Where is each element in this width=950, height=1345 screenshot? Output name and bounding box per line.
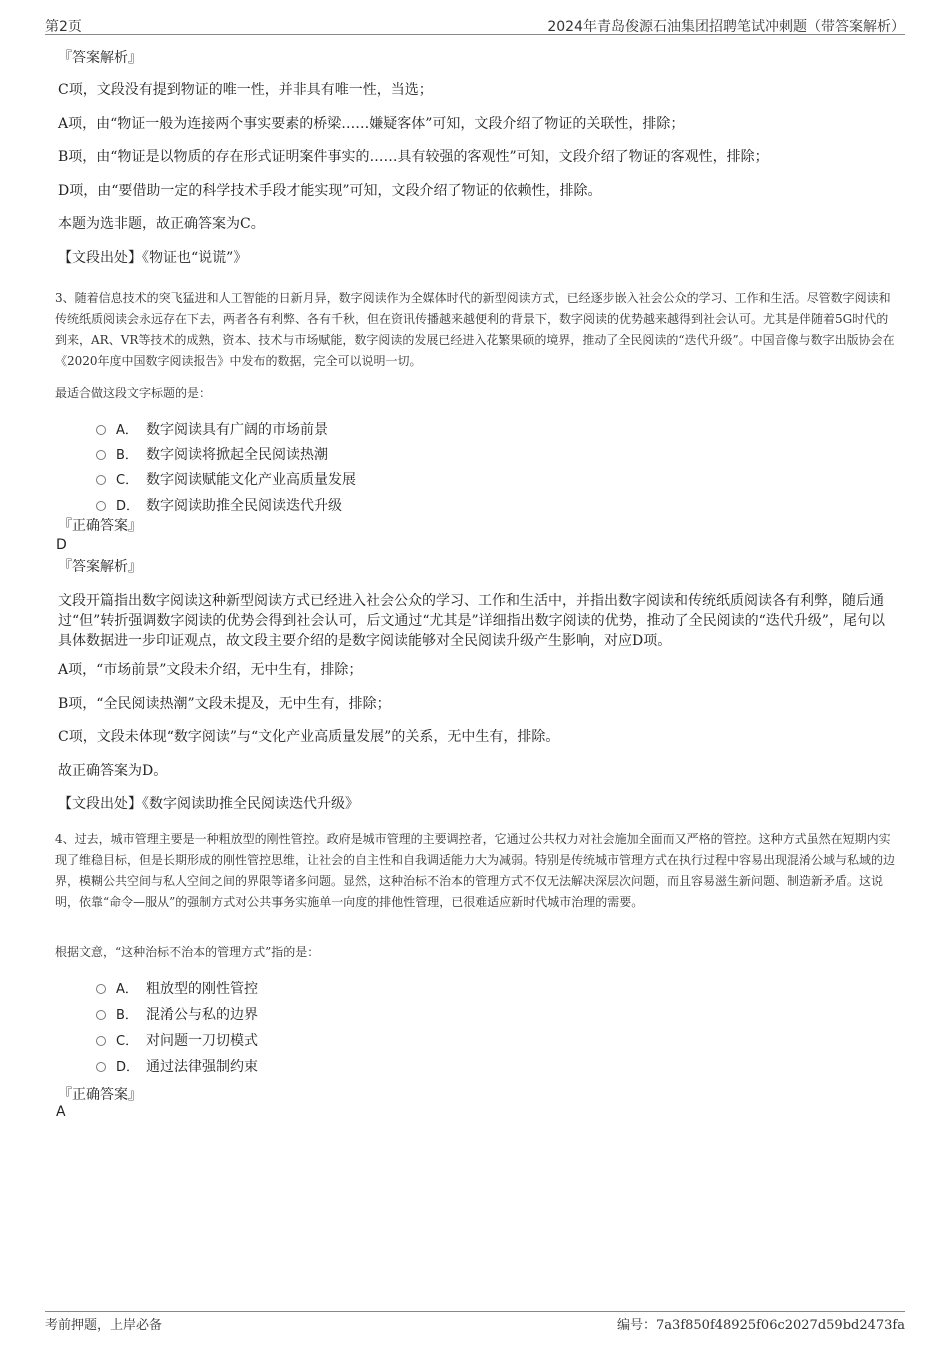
option-letter: A．	[116, 982, 138, 997]
option-letter: C．	[116, 1034, 139, 1049]
q3-analysis-line: B项，“全民阅读热潮”文段未提及，无中生有，排除；	[58, 696, 391, 712]
q4-answer: A	[56, 1104, 66, 1120]
q3-option-d[interactable]	[96, 495, 342, 517]
q3-passage: 3、随着信息技术的突飞猛进和人工智能的日新月异，数字阅读作为全媒体时代的新型阅读方式，已经逐步嵌入社会公众的学习、工作和生活。尽管数字阅读和传统纸质阅读会永远存在下去，两者各有利弊、各有千秋，但在资讯传播越来越便利的背景下，数字阅读的优势越来越得到社会认可。尤其是伴随着5G时代的到来，AR、VR等技术的成熟，资本、技术与市场赋能，数字阅读的发展已经进入花繁果硕的境界，推动了全民阅读的“迭代升级”。中国音像与数字出版协会在《2020年度中国数字阅读报告》中发布的数据，完全可以说明一切。	[55, 291, 895, 368]
option-text: 对问题一刀切模式	[146, 1033, 258, 1049]
q2-analysis-line: A项，由“物证一般为连接两个事实要素的桥梁……嫌疑客体”可知，文段介绍了物证的关联性，排除；	[58, 116, 685, 132]
footer-divider	[45, 1311, 905, 1312]
radio-icon[interactable]	[96, 450, 106, 460]
footer-serial: 编号：7a3f850f48925f06c2027d59bd2473fa	[617, 1318, 905, 1333]
radio-icon[interactable]	[96, 1062, 106, 1072]
radio-icon[interactable]	[96, 475, 106, 485]
option-text: 混淆公与私的边界	[146, 1007, 258, 1023]
option-text: 数字阅读具有广阔的市场前景	[146, 422, 328, 438]
q4-passage: 4、过去，城市管理主要是一种粗放型的刚性管控。政府是城市管理的主要调控者，它通过公共权力对社会施加全面而又严格的管控。这种方式虽然在短期内实现了维稳目标，但是长期形成的刚性管控思维，让社会的自主性和自我调适能力大为减弱。特别是传统城市管理方式在执行过程中容易出现混淆公域与私域的边界，模糊公共空间与私人空间之间的界限等诸多问题。显然，这种治标不治本的管理方式不仅无法解决深层次问题，而且容易滋生新问题、制造新矛盾。这说明，依靠“命令—服从”的强制方式对公共事务实施单一向度的排他性管理，已很难适应新时代城市治理的需要。	[55, 832, 896, 909]
option-letter: C．	[116, 473, 139, 488]
q2-source: 【文段出处】《物证也“说谎”》	[58, 250, 248, 266]
q3-analysis-label: 『答案解析』	[58, 559, 142, 575]
q4-question: 根据文意，“这种治标不治本的管理方式”指的是：	[55, 945, 320, 959]
q2-conclusion: 本题为选非题，故正确答案为C。	[58, 216, 265, 232]
q3-option-b[interactable]	[96, 444, 328, 466]
footer-slogan: 考前押题，上岸必备	[45, 1318, 163, 1333]
q2-analysis-label: 『答案解析』	[58, 50, 142, 66]
option-text: 数字阅读将掀起全民阅读热潮	[146, 447, 328, 463]
option-text: 粗放型的刚性管控	[146, 981, 258, 997]
q4-option-a[interactable]	[96, 978, 258, 1000]
radio-icon[interactable]	[96, 501, 106, 511]
radio-icon[interactable]	[96, 1010, 106, 1020]
option-letter: A．	[116, 423, 138, 438]
q4-option-d[interactable]	[96, 1056, 258, 1078]
q3-source: 【文段出处】《数字阅读助推全民阅读迭代升级》	[58, 796, 359, 812]
radio-icon[interactable]	[96, 984, 106, 994]
q2-analysis-line: B项，由“物证是以物质的存在形式证明案件事实的……具有较强的客观性”可知，文段介绍了物证的客观性，排除；	[58, 149, 769, 165]
q2-analysis-line: C项，文段没有提到物证的唯一性，并非具有唯一性，当选；	[58, 82, 433, 98]
radio-icon[interactable]	[96, 425, 106, 435]
option-letter: D．	[116, 1060, 140, 1075]
document-title: 2024年青岛俊源石油集团招聘笔试冲刺题（带答案解析）	[547, 19, 905, 35]
option-text: 通过法律强制约束	[146, 1059, 258, 1075]
q4-answer-label: 『正确答案』	[58, 1087, 142, 1103]
q4-option-c[interactable]	[96, 1030, 258, 1052]
q4-option-b[interactable]	[96, 1004, 258, 1026]
q3-answer: D	[56, 537, 67, 553]
page-number: 第2页	[45, 19, 82, 35]
q3-analysis-main: 文段开篇指出数字阅读这种新型阅读方式已经进入社会公众的学习、工作和生活中，并指出数字阅读和传统纸质阅读各有利弊，随后通过“但”转折强调数字阅读的优势会得到社会认可，后文通过“尤其是”详细指出数字阅读的优势，推动了全民阅读的“迭代升级”，尾句以具体数据进一步印证观点，故文段主要介绍的是数字阅读能够对全民阅读升级产生影响，对应D项。	[58, 593, 885, 649]
q3-option-c[interactable]	[96, 469, 356, 491]
q3-analysis-line: C项，文段未体现“数字阅读”与“文化产业高质量发展”的关系，无中生有，排除。	[58, 729, 560, 745]
option-text: 数字阅读赋能文化产业高质量发展	[146, 472, 356, 488]
q3-option-a[interactable]	[96, 419, 328, 441]
q3-answer-label: 『正确答案』	[58, 518, 142, 534]
header-divider	[45, 34, 905, 35]
q3-question: 最适合做这段文字标题的是：	[55, 386, 212, 400]
option-letter: B．	[116, 1008, 138, 1023]
q3-analysis-line: A项，“市场前景”文段未介绍，无中生有，排除；	[58, 662, 363, 678]
option-text: 数字阅读助推全民阅读迭代升级	[146, 498, 342, 514]
radio-icon[interactable]	[96, 1036, 106, 1046]
q2-analysis-line: D项，由“要借助一定的科学技术手段才能实现”可知，文段介绍了物证的依赖性，排除。	[58, 183, 602, 199]
option-letter: D．	[116, 499, 140, 514]
option-letter: B．	[116, 448, 138, 463]
q3-conclusion: 故正确答案为D。	[58, 763, 168, 779]
